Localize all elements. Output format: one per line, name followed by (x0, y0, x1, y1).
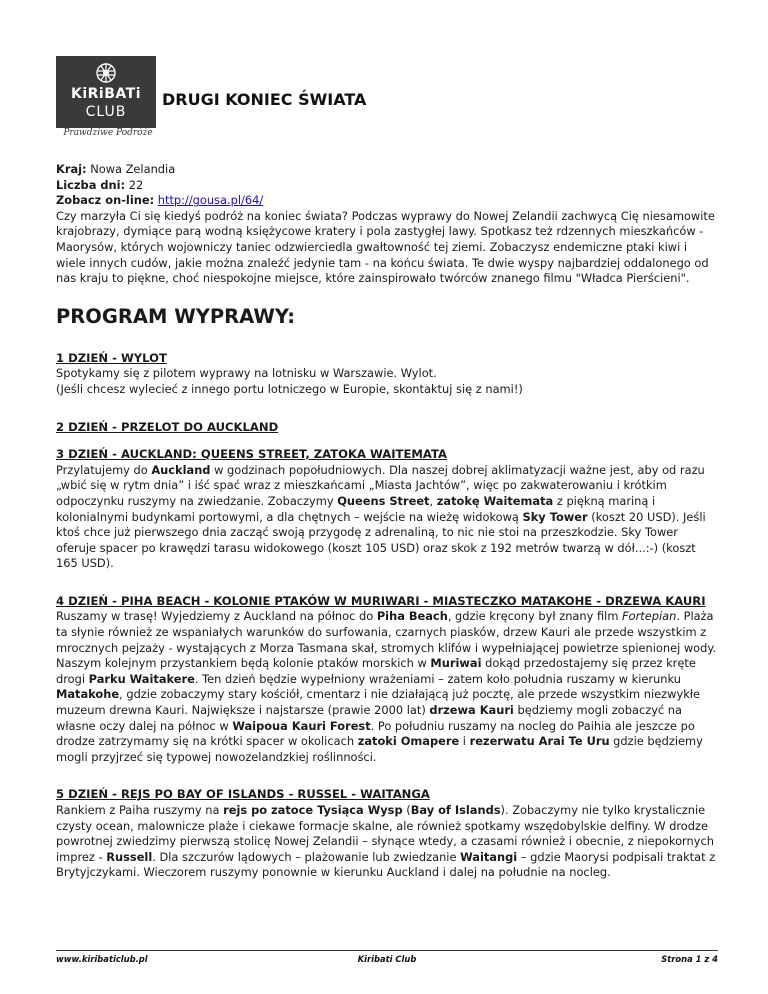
text-run: . Po południu ruszamy na nocleg do Paihia ale jeszcze po drodze zatrzymamy się na krótki spacer w okolicach (56, 718, 695, 749)
bold-text: zatoki Omapere (357, 734, 460, 749)
text-run: Przylatujemy do (56, 462, 152, 477)
kiribati-club-logo (56, 56, 156, 144)
text-run: , gdzie zobaczymy stary kościół, cmentarz i nie działającą już pocztę, ale przede wszystkim niezwykłe muzeum drewna Kauri. Największe i najstarsze (prawie 2000 lat) (56, 687, 701, 718)
document-body (56, 162, 718, 881)
text-run: dokąd przedostajemy się przez kręte drogi (56, 656, 696, 686)
bold-text: Muriwai (430, 656, 482, 671)
footer-company: Kiribati Club (357, 954, 417, 964)
text-run: . Dla szczurów lądowych – plażowanie lub zwiedzanie (152, 849, 461, 864)
footer-website: www.kiribaticlub.pl (56, 954, 148, 964)
days-label: Liczba dni: (56, 177, 126, 192)
text-run: będziemy mogli zobaczyć na własne oczy dalej na północ w (56, 703, 683, 733)
bold-text: Waipoua Kauri Forest (232, 718, 371, 733)
day-heading: 2 DZIEŃ - PRZELOT DO AUCKLAND (56, 419, 279, 434)
text-run: , (429, 493, 437, 508)
intro-paragraph: Czy marzyła Ci się kiedyś podróż na koniec świata? Podczas wyprawy do Nowej Zelandii zachwycą Cię niesamowite krajobrazy, dymiące parą wodną księżycowe kratery i pola zastygłej lawy. Spotkasz też rdzennych mieszkańców - Maorysów, których wojowniczy taniec odzwierciedla gwałtowność tej ziemi. Zobaczysz endemiczne ptaki kiwi i wiele innych cudów, jakie można znaleźć jedynie tam - na końcu świata. Te dwie wyspy najbardziej oddalonego od nas kraju to piękne, choć niespokojne miejsce, które zainspirowało twórców znanego filmu "Władca Pierścieni". (56, 208, 715, 286)
text-run: – gdzie Maorysi podpisali traktat z Brytyjczykami. Wieczorem ruszymy ponownie w kierunku Auckland i dalej na południe na nocleg. (56, 849, 716, 880)
text-run: gdzie będziemy mogli przyjrzeć się typowej nowozelandzkiej roślinności. (56, 734, 703, 764)
bold-text: Parku Waitakere (88, 671, 195, 686)
italic-text: Fortepian (622, 609, 677, 624)
text-run: (koszt 20 USD). Jeśli ktoś chce już pierwszego dnia zacząć swoją przygodę z adrenaliną, to nic nie stoi na przeszkodzie. Sky Tower oferuje spacer po krawędzi tarasu widokowego (koszt 105 USD) oraz skok z 192 metrów twarzą w dół...:-) (koszt 165 USD). (56, 509, 706, 571)
text-run: . Ten dzień będzie wypełniony wrażeniami – zatem koło południa ruszamy w kierunku (194, 671, 681, 686)
text-run: , gdzie kręcony był znany film (447, 609, 623, 624)
page-footer (56, 954, 718, 968)
text-run: Rankiem z Paiha ruszymy na (56, 803, 224, 817)
bold-text: drzewa Kauri (429, 703, 514, 718)
program-heading: PROGRAM WYPRAWY: (56, 304, 296, 328)
text-run: z piękną mariną i kolonialnymi budynkami portowymi, a dla chętnych – wejście na wieżę widokową (56, 493, 656, 524)
bold-text: Piha Beach (376, 609, 448, 624)
text-run: Ruszamy w trasę! Wyjedziemy z Auckland na północ do (56, 609, 377, 624)
footer-page-number: Strona 1 z 4 (661, 954, 718, 964)
logo-text-club: CLUB (85, 104, 127, 120)
text-run: ). Zobaczymy nie tylko krystalicznie czysty ocean, malownicze plaże i ciekawe formacje skalne, ale również spotkamy wszędobylskie delfiny. W drodze powrotnej zwiedzimy pierwszą stolicę Nowej Zelandii – słynące wtedy, a czasami również i obecnie, z niepokornych imprez - (56, 803, 714, 864)
country-value: Nowa Zelandia (90, 162, 176, 176)
days-value: 22 (128, 177, 144, 192)
day-description (56, 366, 718, 397)
bold-text: Bay of Islands (410, 803, 501, 817)
online-label: Zobacz on-line: (56, 193, 155, 208)
bold-text: Sky Tower (522, 509, 588, 524)
text-run: ( (402, 803, 411, 817)
day-description (56, 463, 718, 572)
days-list (56, 351, 718, 881)
country-line (56, 162, 718, 178)
day-heading: 1 DZIEŃ - WYLOT (56, 350, 167, 365)
text-run: . Plaża ta słynie również ze wspaniałych warunków do surfowania, czarnych piasków, drzew Kauri ale przede wszystkim z mrocznych pejzaży - wystających z Morza Tasmana skał, stromych klifów i wypełniającej powietrze spienionej wody. Naszym kolejnym przystankiem będą kolonie ptaków morskich w (56, 609, 717, 671)
text-run: Spotykamy się z pilotem wyprawy na lotnisku w Warszawie. Wylot. (Jeśli chcesz wylecieć z innego portu lotniczego w Europie, skontaktuj się z nami!) (56, 366, 523, 396)
bold-text: rejs po zatoce Tysiąca Wysp (223, 803, 403, 817)
online-line (56, 193, 718, 209)
text-run: i (459, 734, 470, 749)
text-run: w godzinach popołudniowych. Dla naszej dobrej aklimatyzacji ważne jest, aby od razu „wbić się w rytm dnia” i iść spać wraz z mieszkańcami „Miasta Jachtów”, więc po zakwaterowaniu i krótkim odpoczynku ruszymy na zwiedzanie. Zobaczymy (56, 462, 705, 508)
bold-text: Auckland (151, 462, 211, 477)
bold-text: Matakohe (56, 687, 120, 702)
footer-divider (56, 950, 718, 951)
online-link[interactable]: http://gousa.pl/64/ (157, 193, 264, 208)
document-title: DRUGI KONIEC ŚWIATA (162, 90, 367, 109)
day-description (56, 803, 718, 881)
logo-text-kiribati: KiRiBATi (71, 86, 141, 102)
bold-text: Queens Street (337, 493, 430, 508)
bold-text: zatokę Waitemata (436, 493, 554, 508)
days-line (56, 178, 718, 194)
bold-text: Waitangi (460, 849, 518, 864)
logo-tagline: Prawdziwe Podróże (63, 128, 153, 138)
country-label: Kraj: (56, 162, 87, 176)
logo-badge (56, 56, 156, 128)
day-description (56, 609, 718, 765)
day-heading: 3 DZIEŃ - AUCKLAND: QUEENS STREET, ZATOKA WAITEMATA (56, 447, 447, 462)
day-heading: 4 DZIEŃ - PIHA BEACH - KOLONIE PTAKÓW W MURIWARI - MIASTECZKO MATAKOHE - DRZEWA KAURI (56, 593, 706, 608)
bold-text: rezerwatu Arai Te Uru (469, 734, 610, 749)
day-heading: 5 DZIEŃ - REJS PO BAY OF ISLANDS - RUSSEL - WAITANGA (56, 787, 430, 802)
globe-emblem-icon (94, 62, 118, 84)
bold-text: Russell (106, 849, 153, 864)
